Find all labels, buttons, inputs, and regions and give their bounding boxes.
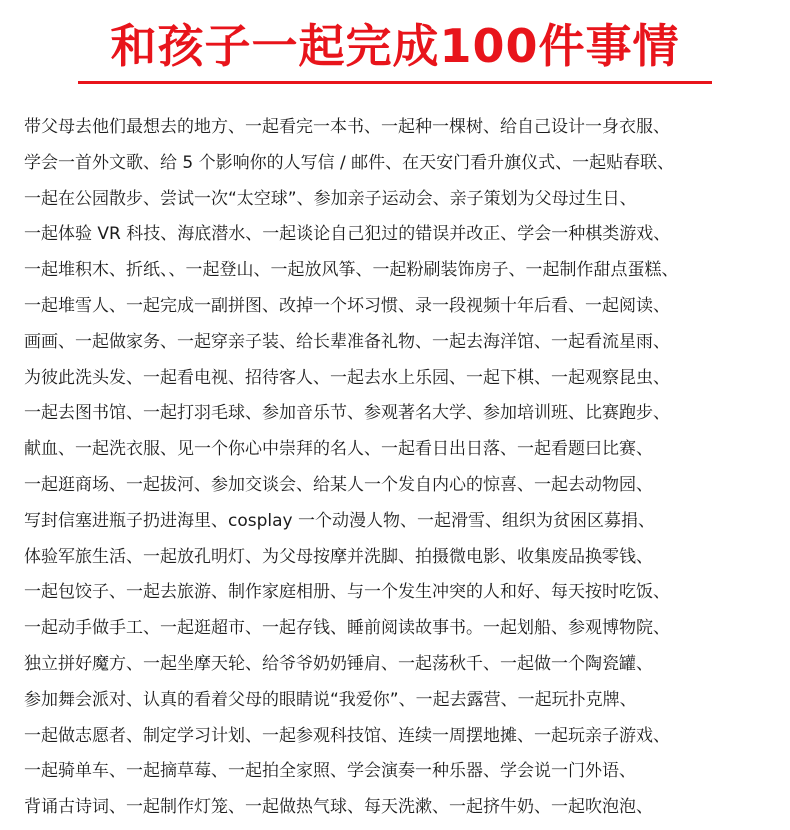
text-line: 写封信塞进瓶子扔进海里、cosplay 一个动漫人物、一起滑雪、组织为贫困区募捐、 — [24, 510, 655, 531]
text-line: 一起逛商场、一起拔河、参加交谈会、给某人一个发自内心的惊喜、一起去动物园、 — [24, 474, 653, 495]
text-line: 画画、一起做家务、一起穿亲子装、给长辈准备礼物、一起去海洋馆、一起看流星雨、 — [24, 331, 670, 352]
text-line: 献血、一起洗衣服、见一个你心中崇拜的名人、一起看日出日落、一起看题曰比赛、 — [24, 439, 653, 460]
text-line: 独立拼好魔方、一起坐摩天轮、给爷爷奶奶锤肩、一起荡秋千、一起做一个陶瓷罐、 — [24, 653, 653, 674]
text-line: 背诵古诗词、一起制作灯笼、一起做热气球、每天洗漱、一起挤牛奶、一起吹泡泡、 — [24, 797, 653, 818]
text-line: 带父母去他们最想去的地方、一起看完一本书、一起种一棵树、给自己设计一身衣服、 — [24, 117, 670, 137]
text-line: 一起体验 VR 科技、海底潜水、一起谈论自己犯过的错误并改正、学会一种棋类游戏、 — [24, 224, 671, 245]
activity-list — [24, 110, 784, 826]
text-line: 一起做志愿者、制定学习计划、一起参观科技馆、连续一周摆地摊、一起玩亲子游戏、 — [24, 725, 670, 746]
text-line: 一起包饺子、一起去旅游、制作家庭相册、与一个发生冲突的人和好、每天按时吃饭、 — [24, 582, 670, 603]
text-line: 一起骑单车、一起摘草莓、一起拍全家照、学会演奏一种乐器、学会说一门外语、 — [24, 761, 636, 782]
text-line: 参加舞会派对、认真的看着父母的眼睛说“我爱你”、一起去露营、一起玩扑克牌、 — [24, 689, 637, 710]
text-line: 一起堆雪人、一起完成一副拼图、改掉一个坏习惯、录一段视频十年后看、一起阅读、 — [24, 295, 670, 316]
text-line: 一起动手做手工、一起逛超市、一起存钱、睡前阅读故事书。一起划船、参观博物院、 — [24, 618, 670, 639]
text-line: 体验军旅生活、一起放孔明灯、为父母按摩并洗脚、拍摄微电影、收集废品换零钱、 — [24, 546, 653, 567]
page-title: 和孩子一起完成100件事情 — [110, 19, 680, 73]
text-line: 一起在公园散步、尝试一次“太空球”、参加亲子运动会、亲子策划为父母过生日、 — [24, 188, 637, 209]
text-line: 学会一首外文歌、给 5 个影响你的人写信 / 邮件、在天安门看升旗仪式、一起贴春联、 — [24, 152, 675, 173]
title-container — [0, 18, 790, 74]
title-underline — [78, 81, 712, 84]
text-line: 一起去图书馆、一起打羽毛球、参加音乐节、参观著名大学、参加培训班、比赛跑步、 — [24, 403, 670, 424]
text-line: 一起堆积木、折纸、、一起登山、一起放风筝、一起粉刷装饰房子、一起制作甜点蛋糕、 — [24, 260, 679, 281]
text-line: 为彼此洗头发、一起看电视、招待客人、一起去水上乐园、一起下棋、一起观察昆虫、 — [24, 367, 670, 388]
